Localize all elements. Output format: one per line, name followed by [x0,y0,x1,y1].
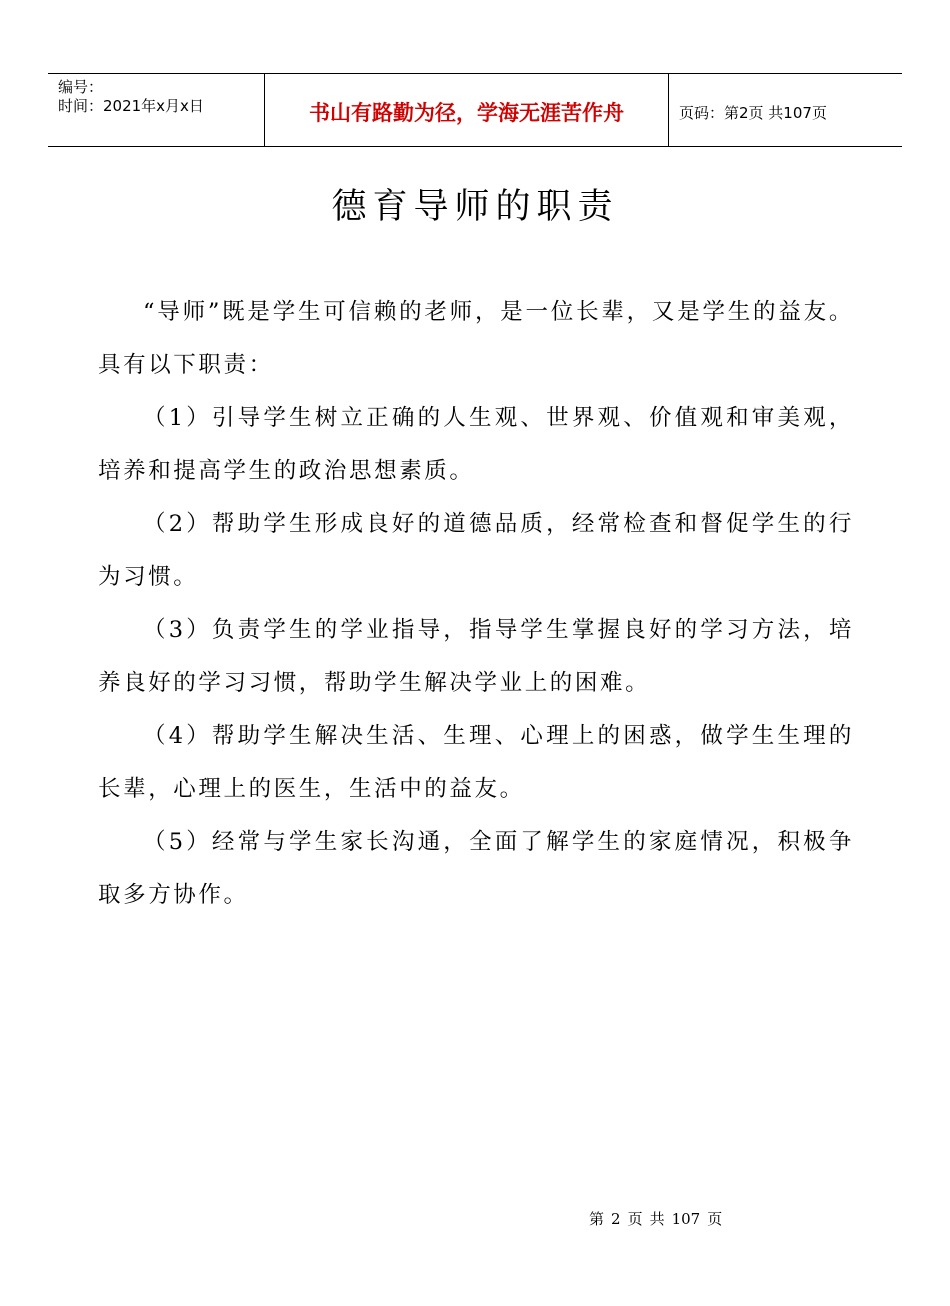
footer-suffix: 页 [707,1210,723,1228]
footer-mid: 页 [627,1210,643,1228]
header-page-cell [669,74,902,146]
paragraph-duty-4: （4）帮助学生解决生活、生理、心理上的困惑，做学生生理的长辈，心理上的医生，生活中的益友。 [98,723,854,802]
paragraph-duty-5: （5）经常与学生家长沟通，全面了解学生的家庭情况，积极争取多方协作。 [98,829,854,908]
document-time-label: 时间：2021年x月x日 [58,97,204,115]
footer-current-page: 2 [611,1210,621,1228]
paragraph-duty-3: （3）负责学生的学业指导，指导学生掌握良好的学习方法，培养良好的学习习惯，帮助学生解决学业上的困难。 [98,617,854,696]
document-number-label: 编号： [58,78,104,96]
document-body [98,286,854,922]
footer-prefix: 第 [589,1210,605,1228]
footer-total-pages: 107 [671,1210,701,1228]
header-page-info: 页码：第2页 共107页 [679,103,827,122]
document-title: 德育导师的职责 [331,187,619,227]
footer-total-label: 共 [649,1210,665,1228]
header-motto-cell [265,74,669,146]
document-header [48,73,902,147]
paragraph-intro: “导师”既是学生可信赖的老师，是一位长辈，又是学生的益友。具有以下职责： [98,299,854,378]
paragraph-duty-2: （2）帮助学生形成良好的道德品质，经常检查和督促学生的行为习惯。 [98,511,854,590]
page-footer [589,1208,729,1229]
header-motto: 书山有路勤为径，学海无涯苦作舟 [309,101,624,125]
header-meta-cell [48,74,265,146]
paragraph-duty-1: （1）引导学生树立正确的人生观、世界观、价值观和审美观，培养和提高学生的政治思想素质。 [98,405,854,484]
